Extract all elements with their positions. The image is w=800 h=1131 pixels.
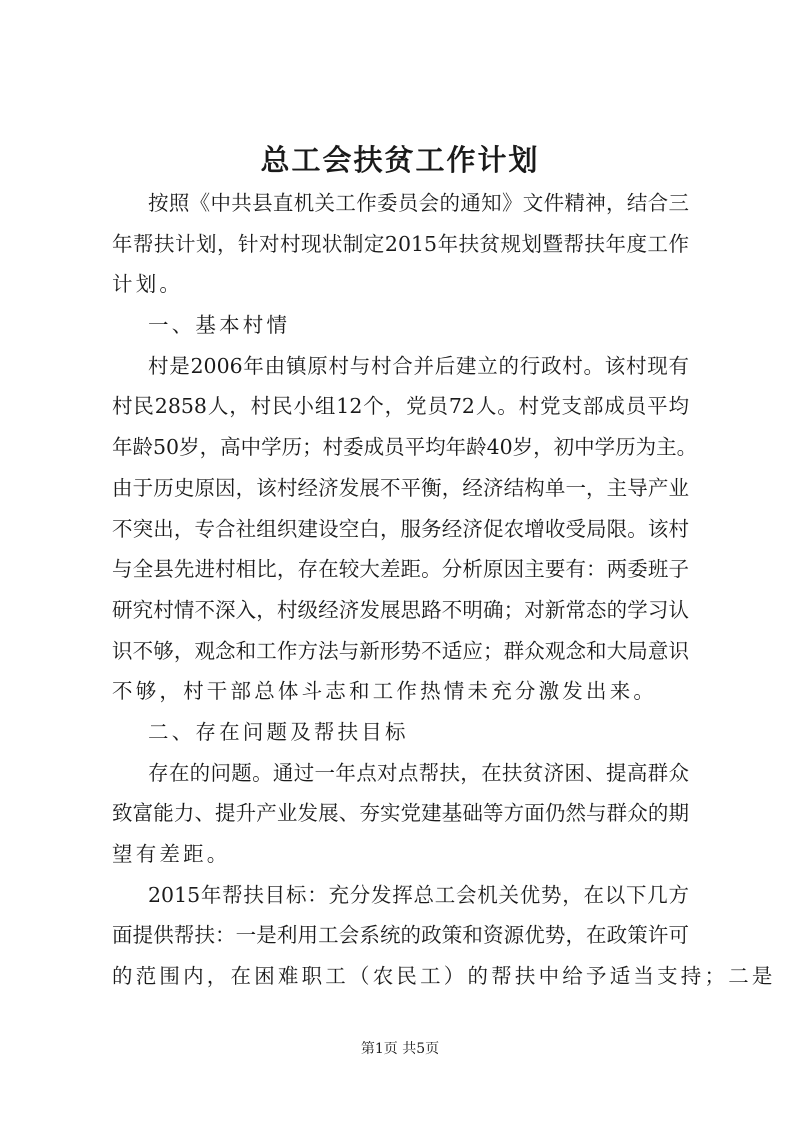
text-line: 不够，村干部总体斗志和工作热情未充分激发出来。: [112, 679, 658, 704]
paragraph: [112, 346, 698, 712]
paragraph: [112, 753, 689, 875]
text-line: 存在的问题。通过一年点对点帮扶，在扶贫济困、提高群众: [148, 760, 689, 785]
text-line: 二、存在问题及帮扶目标: [148, 719, 409, 744]
text-line: 年龄50岁，高中学历；村委成员平均年龄40岁，初中学历为主。: [112, 435, 698, 460]
page-footer: 第1页 共5页: [360, 1041, 440, 1057]
paragraph: [112, 875, 776, 997]
document-body: [112, 183, 776, 997]
text-line: 不突出，专合社组织建设空白，服务经济促农增收受局限。该村: [112, 516, 689, 541]
text-line: 按照《中共县直机关工作委员会的通知》文件精神，结合三: [148, 191, 689, 215]
text-line: 由于历史原因，该村经济发展不平衡，经济结构单一，主导产业: [112, 475, 689, 500]
text-line: 与全县先进村相比，存在较大差距。分析原因主要有：两委班子: [112, 557, 689, 582]
text-line: 村是2006年由镇原村与村合并后建立的行政村。该村现有: [148, 353, 689, 378]
text-line: 一、基本村情: [148, 313, 291, 338]
text-line: 面提供帮扶：一是利用工会系统的政策和资源优势，在政策许可: [112, 923, 689, 948]
paragraph: [112, 183, 689, 305]
text-line: 的范围内，在困难职工（农民工）的帮扶中给予适当支持；二是: [112, 964, 776, 989]
paragraph: [112, 305, 689, 346]
text-line: 2015年帮扶目标：充分发挥总工会机关优势，在以下几方: [148, 882, 689, 907]
document-title: 总工会扶贫工作计划: [260, 143, 540, 177]
text-line: 识不够，观念和工作方法与新形势不适应；群众观念和大局意识: [112, 638, 689, 663]
text-line: 计划。: [112, 272, 184, 297]
text-line: 致富能力、提升产业发展、夯实党建基础等方面仍然与群众的期: [112, 801, 689, 826]
text-line: 年帮扶计划，针对村现状制定2015年扶贫规划暨帮扶年度工作: [112, 231, 689, 256]
paragraph: [112, 712, 689, 753]
text-line: 研究村情不深入，村级经济发展思路不明确；对新常态的学习认: [112, 597, 689, 622]
text-line: 望有差距。: [112, 842, 231, 866]
text-line: 村民2858人，村民小组12个，党员72人。村党支部成员平均: [112, 394, 689, 419]
